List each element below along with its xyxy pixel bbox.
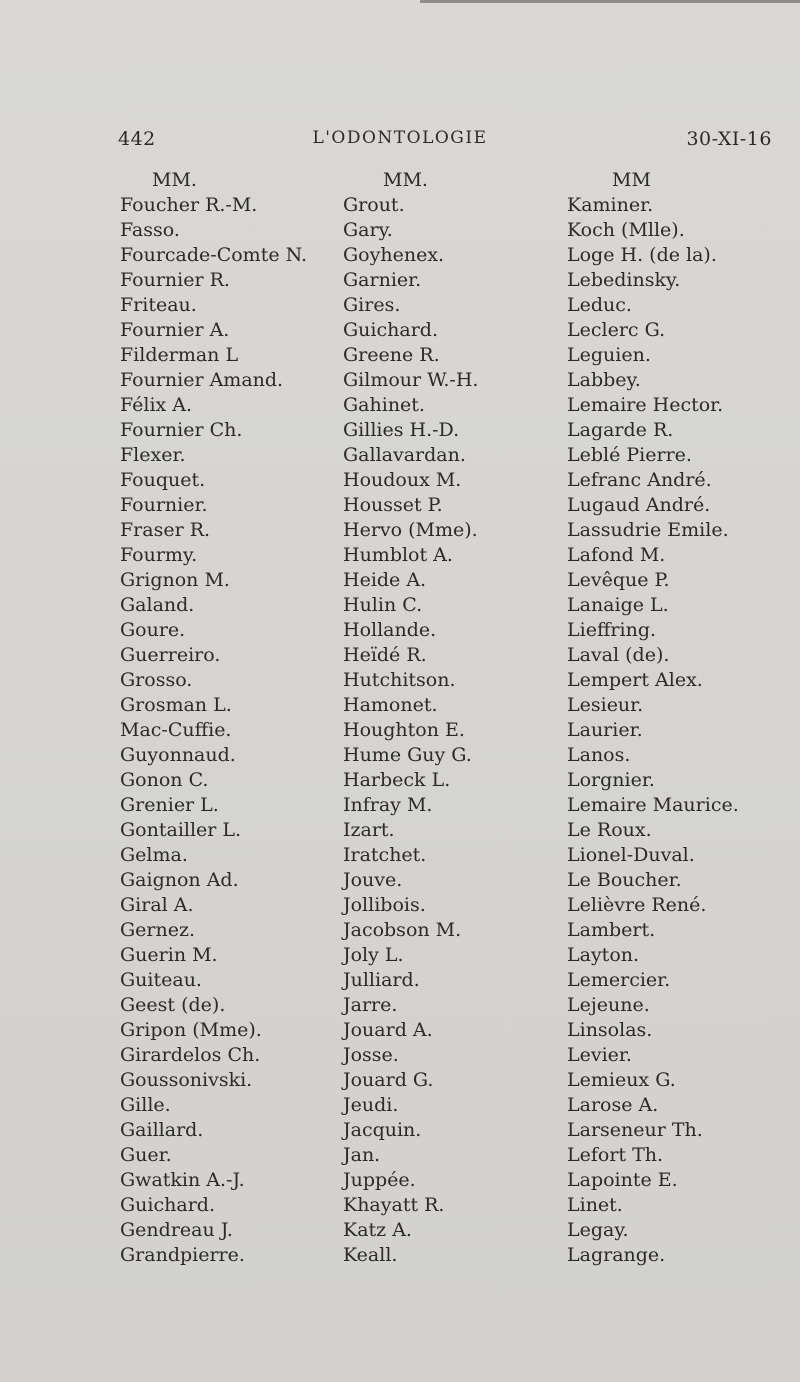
name-entry: Gwatkin A.-J. xyxy=(120,1169,245,1191)
name-entry: Hollande. xyxy=(343,619,437,641)
name-entry: Izart. xyxy=(343,819,395,841)
top-page-edge-rule xyxy=(420,0,800,3)
name-entry: Keall. xyxy=(343,1244,398,1266)
name-entry: Larseneur Th. xyxy=(567,1119,703,1141)
name-entry: Lagrange. xyxy=(567,1244,666,1266)
name-entry: Heïdé R. xyxy=(343,644,427,666)
name-entry: Guer. xyxy=(120,1144,172,1166)
name-entry: Hulin C. xyxy=(343,594,423,616)
name-entry: Heide A. xyxy=(343,569,427,591)
name-column-2 xyxy=(343,168,478,1268)
name-entry: Lambert. xyxy=(567,919,656,941)
name-entry: Fournier Ch. xyxy=(120,419,243,441)
name-entry: Le Roux. xyxy=(567,819,652,841)
name-entry: Gilmour W.-H. xyxy=(343,369,479,391)
name-entry: Guichard. xyxy=(343,319,438,341)
name-entry: Fouquet. xyxy=(120,469,206,491)
name-entry: Gaillard. xyxy=(120,1119,204,1141)
name-entry: Grignon M. xyxy=(120,569,230,591)
name-entry: Fournier R. xyxy=(120,269,230,291)
name-entry: Guyonnaud. xyxy=(120,744,236,766)
name-entry: Filderman L xyxy=(120,344,239,366)
name-entry: Fraser R. xyxy=(120,519,211,541)
name-entry: Lassudrie Emile. xyxy=(567,519,729,541)
name-entry: Lefranc André. xyxy=(567,469,712,491)
name-entry: Jeudi. xyxy=(343,1094,399,1116)
name-entry: Khayatt R. xyxy=(343,1194,445,1216)
name-entry: Friteau. xyxy=(120,294,197,316)
name-entry: Harbeck L. xyxy=(343,769,451,791)
name-entry: Gaignon Ad. xyxy=(120,869,239,891)
page-number: 442 xyxy=(118,128,156,150)
name-entry: Lelièvre René. xyxy=(567,894,707,916)
name-entry: Guichard. xyxy=(120,1194,215,1216)
name-entry: Leclerc G. xyxy=(567,319,666,341)
name-entry: Goure. xyxy=(120,619,186,641)
name-entry: Jan. xyxy=(343,1144,381,1166)
name-entry: Joly L. xyxy=(343,944,404,966)
column-heading: MM xyxy=(612,169,651,191)
name-entry: Hume Guy G. xyxy=(343,744,472,766)
name-entry: Lempert Alex. xyxy=(567,669,703,691)
name-entry: Leblé Pierre. xyxy=(567,444,692,466)
name-entry: Gille. xyxy=(120,1094,171,1116)
name-entry: Lagarde R. xyxy=(567,419,674,441)
name-entry: Jollibois. xyxy=(343,894,426,916)
name-entry: Jacobson M. xyxy=(343,919,462,941)
name-entry: Leduc. xyxy=(567,294,632,316)
name-entry: Lemieux G. xyxy=(567,1069,676,1091)
name-entry: Lefort Th. xyxy=(567,1144,664,1166)
name-entry: Housset P. xyxy=(343,494,443,516)
name-entry: Lemaire Hector. xyxy=(567,394,724,416)
name-entry: Félix A. xyxy=(120,394,193,416)
name-entry: Loge H. (de la). xyxy=(567,244,717,266)
column-heading: MM. xyxy=(383,169,428,191)
name-entry: Goyhenex. xyxy=(343,244,445,266)
name-list xyxy=(343,193,478,1268)
name-entry: Lionel-Duval. xyxy=(567,844,695,866)
name-entry: Lanos. xyxy=(567,744,631,766)
name-entry: Legay. xyxy=(567,1219,629,1241)
name-entry: Lesieur. xyxy=(567,694,644,716)
name-entry: Laurier. xyxy=(567,719,643,741)
name-entry: Lieffring. xyxy=(567,619,657,641)
name-entry: Guerin M. xyxy=(120,944,218,966)
name-entry: Jouard A. xyxy=(343,1019,433,1041)
name-entry: Gonon C. xyxy=(120,769,209,791)
name-entry: Gillies H.-D. xyxy=(343,419,460,441)
name-entry: Galand. xyxy=(120,594,195,616)
name-entry: Lemaire Maurice. xyxy=(567,794,739,816)
name-entry: Gelma. xyxy=(120,844,188,866)
name-entry: Laval (de). xyxy=(567,644,670,666)
name-entry: Houdoux M. xyxy=(343,469,462,491)
name-entry: Gernez. xyxy=(120,919,196,941)
name-entry: Jouve. xyxy=(343,869,403,891)
name-entry: Grosman L. xyxy=(120,694,232,716)
name-entry: Gendreau J. xyxy=(120,1219,233,1241)
name-entry: Grout. xyxy=(343,194,405,216)
name-entry: Grenier L. xyxy=(120,794,219,816)
name-entry: Giral A. xyxy=(120,894,194,916)
name-entry: Guiteau. xyxy=(120,969,202,991)
name-entry: Levier. xyxy=(567,1044,632,1066)
name-entry: Linsolas. xyxy=(567,1019,653,1041)
name-entry: Fourmy. xyxy=(120,544,198,566)
name-entry: Lebedinsky. xyxy=(567,269,681,291)
name-entry: Gary. xyxy=(343,219,393,241)
name-entry: Fournier. xyxy=(120,494,208,516)
name-entry: Grosso. xyxy=(120,669,193,691)
name-entry: Jouard G. xyxy=(343,1069,434,1091)
name-entry: Larose A. xyxy=(567,1094,659,1116)
name-entry: Hervo (Mme). xyxy=(343,519,478,541)
name-entry: Lapointe E. xyxy=(567,1169,678,1191)
name-entry: Hamonet. xyxy=(343,694,438,716)
name-entry: Layton. xyxy=(567,944,640,966)
name-entry: Greene R. xyxy=(343,344,440,366)
name-entry: Gahinet. xyxy=(343,394,425,416)
issue-date: 30-XI-16 xyxy=(686,128,772,150)
name-entry: Guerreiro. xyxy=(120,644,221,666)
name-entry: Juppée. xyxy=(343,1169,416,1191)
name-entry: Girardelos Ch. xyxy=(120,1044,261,1066)
name-entry: Josse. xyxy=(343,1044,399,1066)
name-entry: Lemercier. xyxy=(567,969,671,991)
name-column-3 xyxy=(567,168,739,1268)
name-entry: Lejeune. xyxy=(567,994,650,1016)
name-entry: Goussonivski. xyxy=(120,1069,253,1091)
name-column-1 xyxy=(120,168,307,1268)
name-entry: Jacquin. xyxy=(343,1119,422,1141)
name-entry: Gontailler L. xyxy=(120,819,242,841)
name-entry: Foucher R.-M. xyxy=(120,194,258,216)
name-entry: Le Boucher. xyxy=(567,869,682,891)
name-entry: Fasso. xyxy=(120,219,180,241)
name-entry: Mac-Cuffie. xyxy=(120,719,232,741)
name-entry: Grandpierre. xyxy=(120,1244,245,1266)
name-entry: Gires. xyxy=(343,294,401,316)
name-entry: Labbey. xyxy=(567,369,641,391)
name-entry: Jarre. xyxy=(343,994,398,1016)
name-entry: Koch (Mlle). xyxy=(567,219,685,241)
running-header xyxy=(0,128,800,158)
name-entry: Infray M. xyxy=(343,794,433,816)
name-entry: Kaminer. xyxy=(567,194,654,216)
name-entry: Katz A. xyxy=(343,1219,412,1241)
column-heading: MM. xyxy=(152,169,197,191)
name-entry: Lafond M. xyxy=(567,544,666,566)
name-entry: Gripon (Mme). xyxy=(120,1019,262,1041)
name-list xyxy=(120,193,307,1268)
name-entry: Levêque P. xyxy=(567,569,670,591)
name-entry: Fourcade-Comte N. xyxy=(120,244,308,266)
name-entry: Iratchet. xyxy=(343,844,427,866)
name-entry: Houghton E. xyxy=(343,719,465,741)
name-entry: Linet. xyxy=(567,1194,623,1216)
name-entry: Geest (de). xyxy=(120,994,226,1016)
name-entry: Lugaud André. xyxy=(567,494,711,516)
name-entry: Humblot A. xyxy=(343,544,453,566)
name-entry: Leguien. xyxy=(567,344,651,366)
name-list xyxy=(567,193,739,1268)
name-entry: Julliard. xyxy=(343,969,420,991)
name-entry: Hutchitson. xyxy=(343,669,456,691)
name-entry: Fournier Amand. xyxy=(120,369,284,391)
name-entry: Fournier A. xyxy=(120,319,230,341)
name-entry: Lorgnier. xyxy=(567,769,655,791)
name-entry: Gallavardan. xyxy=(343,444,466,466)
journal-title: L'ODONTOLOGIE xyxy=(312,128,488,148)
name-entry: Garnier. xyxy=(343,269,422,291)
name-entry: Lanaige L. xyxy=(567,594,669,616)
name-entry: Flexer. xyxy=(120,444,186,466)
